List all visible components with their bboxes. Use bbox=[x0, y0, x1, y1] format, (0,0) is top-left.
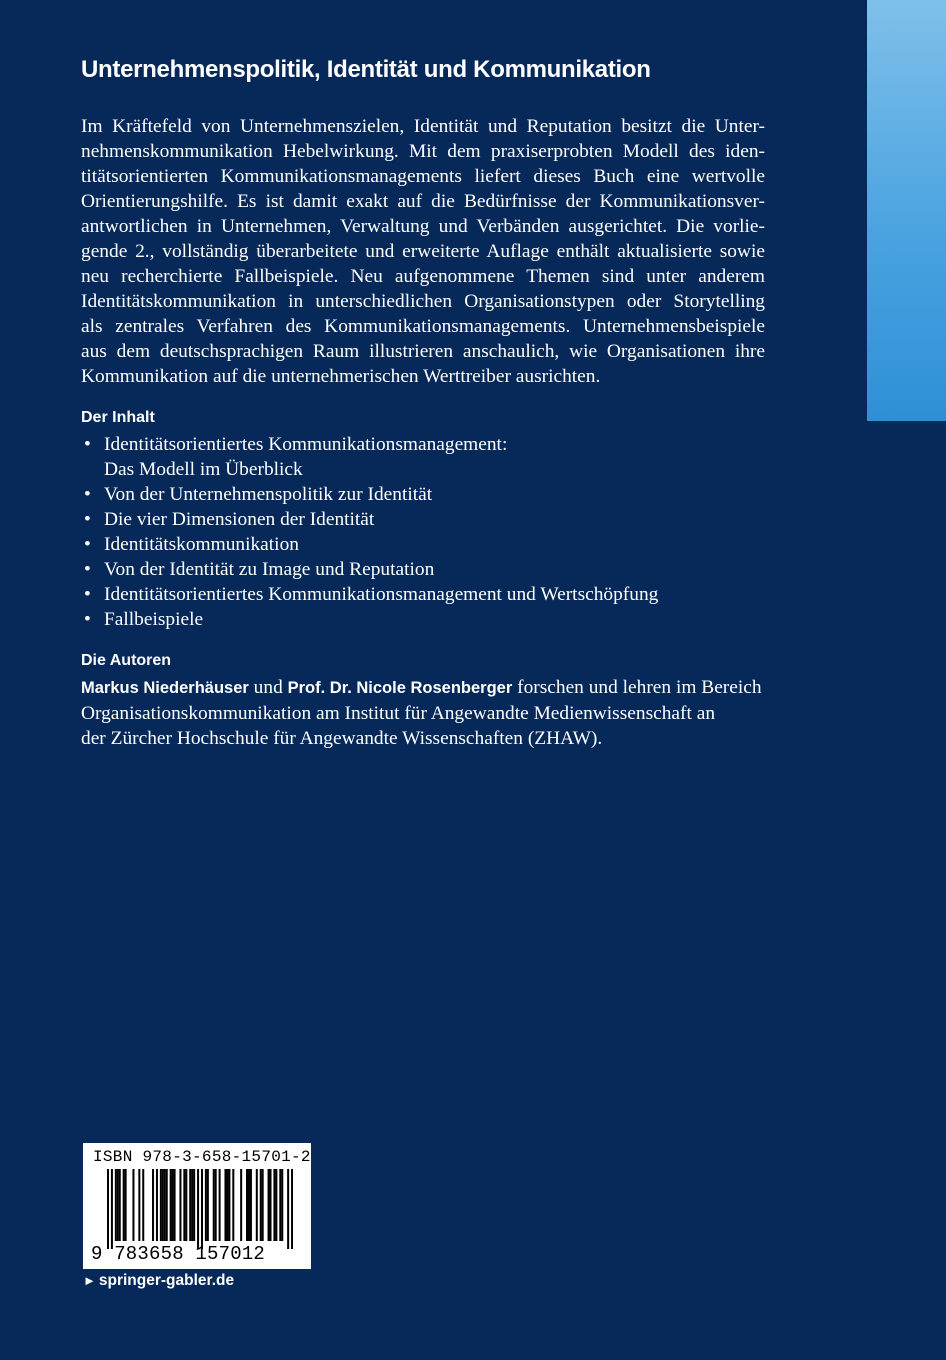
authors-heading: Die Autoren bbox=[81, 652, 172, 669]
barcode-bar bbox=[205, 1169, 207, 1241]
barcode-bar bbox=[156, 1169, 158, 1241]
bullet-icon: • bbox=[84, 584, 91, 605]
barcode-bar bbox=[152, 1169, 154, 1241]
barcode-bar bbox=[117, 1169, 119, 1241]
isbn-label: ISBN 978-3-658-15701-2 bbox=[93, 1148, 311, 1166]
list-item bbox=[81, 607, 658, 632]
authors-line: Organisationskommunikation am Institut für Angewandte Medienwissenschaft an bbox=[81, 703, 716, 724]
bullet-icon: • bbox=[84, 559, 91, 580]
barcode-bar bbox=[250, 1169, 252, 1241]
publisher-url: springer-gabler.de bbox=[98, 1272, 235, 1289]
barcode-bar bbox=[183, 1169, 185, 1241]
barcode-bar bbox=[268, 1169, 270, 1241]
isbn-barcode bbox=[83, 1143, 311, 1269]
barcode-bar bbox=[224, 1169, 226, 1241]
intro-line: als zentrales Verfahren des Kommunikationsmanagements. Unternehmensbeispiele bbox=[81, 316, 765, 337]
barcode-bar bbox=[279, 1169, 281, 1241]
intro-line: Orientierungshilfe. Es ist damit exakt auf die Bedürfnisse der Kommunikationsver- bbox=[81, 191, 765, 212]
intro-line: antwortlichen in Unternehmen, Verwaltung und Verbänden ausgerichtet. Die vorlie- bbox=[81, 216, 765, 237]
barcode-bar bbox=[287, 1169, 289, 1249]
barcode-bar bbox=[226, 1169, 228, 1241]
list-item bbox=[81, 532, 658, 557]
list-item bbox=[81, 432, 658, 482]
barcode-bar bbox=[119, 1169, 121, 1241]
barcode-bar bbox=[107, 1169, 109, 1249]
barcode-bar bbox=[193, 1169, 195, 1241]
barcode-bar bbox=[179, 1169, 181, 1241]
arrow-icon: ► bbox=[83, 1273, 96, 1288]
intro-line: neu recherchierte Fallbeispiele. Neu aufgenommene Themen sind unter anderem bbox=[81, 266, 765, 287]
bullet-icon: • bbox=[84, 609, 91, 630]
book-title: Unternehmenspolitik, Identität und Kommunikation bbox=[81, 56, 651, 83]
barcode-bar bbox=[125, 1169, 127, 1241]
barcode-bar bbox=[260, 1169, 262, 1241]
barcode-bar bbox=[219, 1169, 221, 1241]
barcode-bar bbox=[115, 1169, 117, 1241]
bullet-icon: • bbox=[84, 484, 91, 505]
barcode-bar bbox=[207, 1169, 209, 1241]
list-item bbox=[81, 507, 658, 532]
barcode-bar bbox=[246, 1169, 248, 1241]
list-item bbox=[81, 582, 658, 607]
list-item-subline: Das Modell im Überblick bbox=[104, 459, 303, 480]
barcode-bar bbox=[213, 1169, 215, 1241]
intro-line: Identitätskommunikation in unterschiedlichen Organisationstypen oder Storytelling bbox=[81, 291, 765, 312]
barcode-bar bbox=[166, 1169, 168, 1241]
intro-line: nehmenskommunikation Hebelwirkung. Mit dem praxiserprobten Modell des iden- bbox=[81, 141, 765, 162]
barcode-bar bbox=[262, 1169, 264, 1241]
barcode-bar bbox=[174, 1169, 176, 1241]
list-item bbox=[81, 482, 658, 507]
list-item-label: Identitätsorientiertes Kommunikationsmanagement: bbox=[104, 434, 508, 455]
barcode-bar bbox=[248, 1169, 250, 1241]
intro-line: Kommunikation auf die unternehmerischen Werttreiber ausrichten. bbox=[81, 366, 601, 387]
barcode-bar bbox=[111, 1169, 113, 1249]
barcode-bar bbox=[201, 1169, 203, 1249]
author-name: Markus Niederhäuser bbox=[81, 679, 249, 697]
contents-list bbox=[81, 432, 658, 632]
barcode-bar bbox=[189, 1169, 191, 1241]
barcode-bar bbox=[273, 1169, 275, 1241]
list-item-label: Von der Unternehmenspolitik zur Identität bbox=[104, 484, 433, 505]
ean-digits: 9 783658 157012 bbox=[91, 1243, 266, 1265]
contents-heading: Der Inhalt bbox=[81, 409, 155, 426]
barcode-bars bbox=[107, 1169, 293, 1249]
intro-paragraph bbox=[81, 114, 765, 389]
intro-line: gende 2., vollständig überarbeitete und erweiterte Auflage enthält aktualisierte sowie bbox=[81, 241, 765, 262]
bullet-icon: • bbox=[84, 534, 91, 555]
list-item bbox=[81, 557, 658, 582]
barcode-bar bbox=[256, 1169, 258, 1241]
authors-connector: und bbox=[248, 677, 288, 698]
authors-line: der Zürcher Hochschule für Angewandte Wissenschaften (ZHAW). bbox=[81, 728, 603, 749]
barcode-bar bbox=[172, 1169, 174, 1241]
barcode-bar bbox=[132, 1169, 134, 1241]
list-item-label: Die vier Dimensionen der Identität bbox=[104, 509, 375, 530]
barcode-bar bbox=[197, 1169, 199, 1249]
barcode-bar bbox=[142, 1169, 144, 1241]
list-item-label: Identitätskommunikation bbox=[104, 534, 299, 555]
barcode-bar bbox=[191, 1169, 193, 1241]
barcode-bar bbox=[123, 1169, 125, 1241]
barcode-bar bbox=[228, 1169, 230, 1241]
barcode-bar bbox=[160, 1169, 162, 1241]
barcode-bar bbox=[162, 1169, 164, 1241]
author-name: Prof. Dr. Nicole Rosenberger bbox=[287, 679, 513, 697]
barcode-bar bbox=[232, 1169, 234, 1241]
intro-line: Im Kräftefeld von Unternehmenszielen, Identität und Reputation besitzt die Unter- bbox=[81, 116, 765, 137]
authors-text: forschen und lehren im Bereich bbox=[512, 677, 762, 698]
list-item-label: Von der Identität zu Image und Reputation bbox=[104, 559, 435, 580]
barcode-bar bbox=[138, 1169, 140, 1241]
bullet-icon: • bbox=[84, 434, 91, 455]
barcode-bar bbox=[240, 1169, 242, 1241]
barcode-bar bbox=[164, 1169, 166, 1241]
accent-bar bbox=[867, 0, 946, 421]
list-item-label: Identitätsorientiertes Kommunikationsmanagement und Wertschöpfung bbox=[104, 584, 659, 605]
list-item-label: Fallbeispiele bbox=[104, 609, 204, 630]
intro-line: titätsorientierten Kommunikationsmanagements liefert dieses Buch eine wertvolle bbox=[81, 166, 765, 187]
barcode-bar bbox=[281, 1169, 283, 1241]
barcode-bar bbox=[275, 1169, 277, 1241]
barcode-bar bbox=[270, 1169, 272, 1241]
barcode-bar bbox=[170, 1169, 172, 1241]
barcode-bar bbox=[215, 1169, 217, 1241]
intro-line: aus dem deutschsprachigen Raum illustrieren anschaulich, wie Organisationen ihre bbox=[81, 341, 765, 362]
authors-line bbox=[81, 675, 765, 701]
publisher-link[interactable] bbox=[83, 1272, 234, 1290]
authors-paragraph bbox=[81, 675, 765, 751]
barcode-bar bbox=[185, 1169, 187, 1241]
bullet-icon: • bbox=[84, 509, 91, 530]
barcode-bar bbox=[291, 1169, 293, 1249]
